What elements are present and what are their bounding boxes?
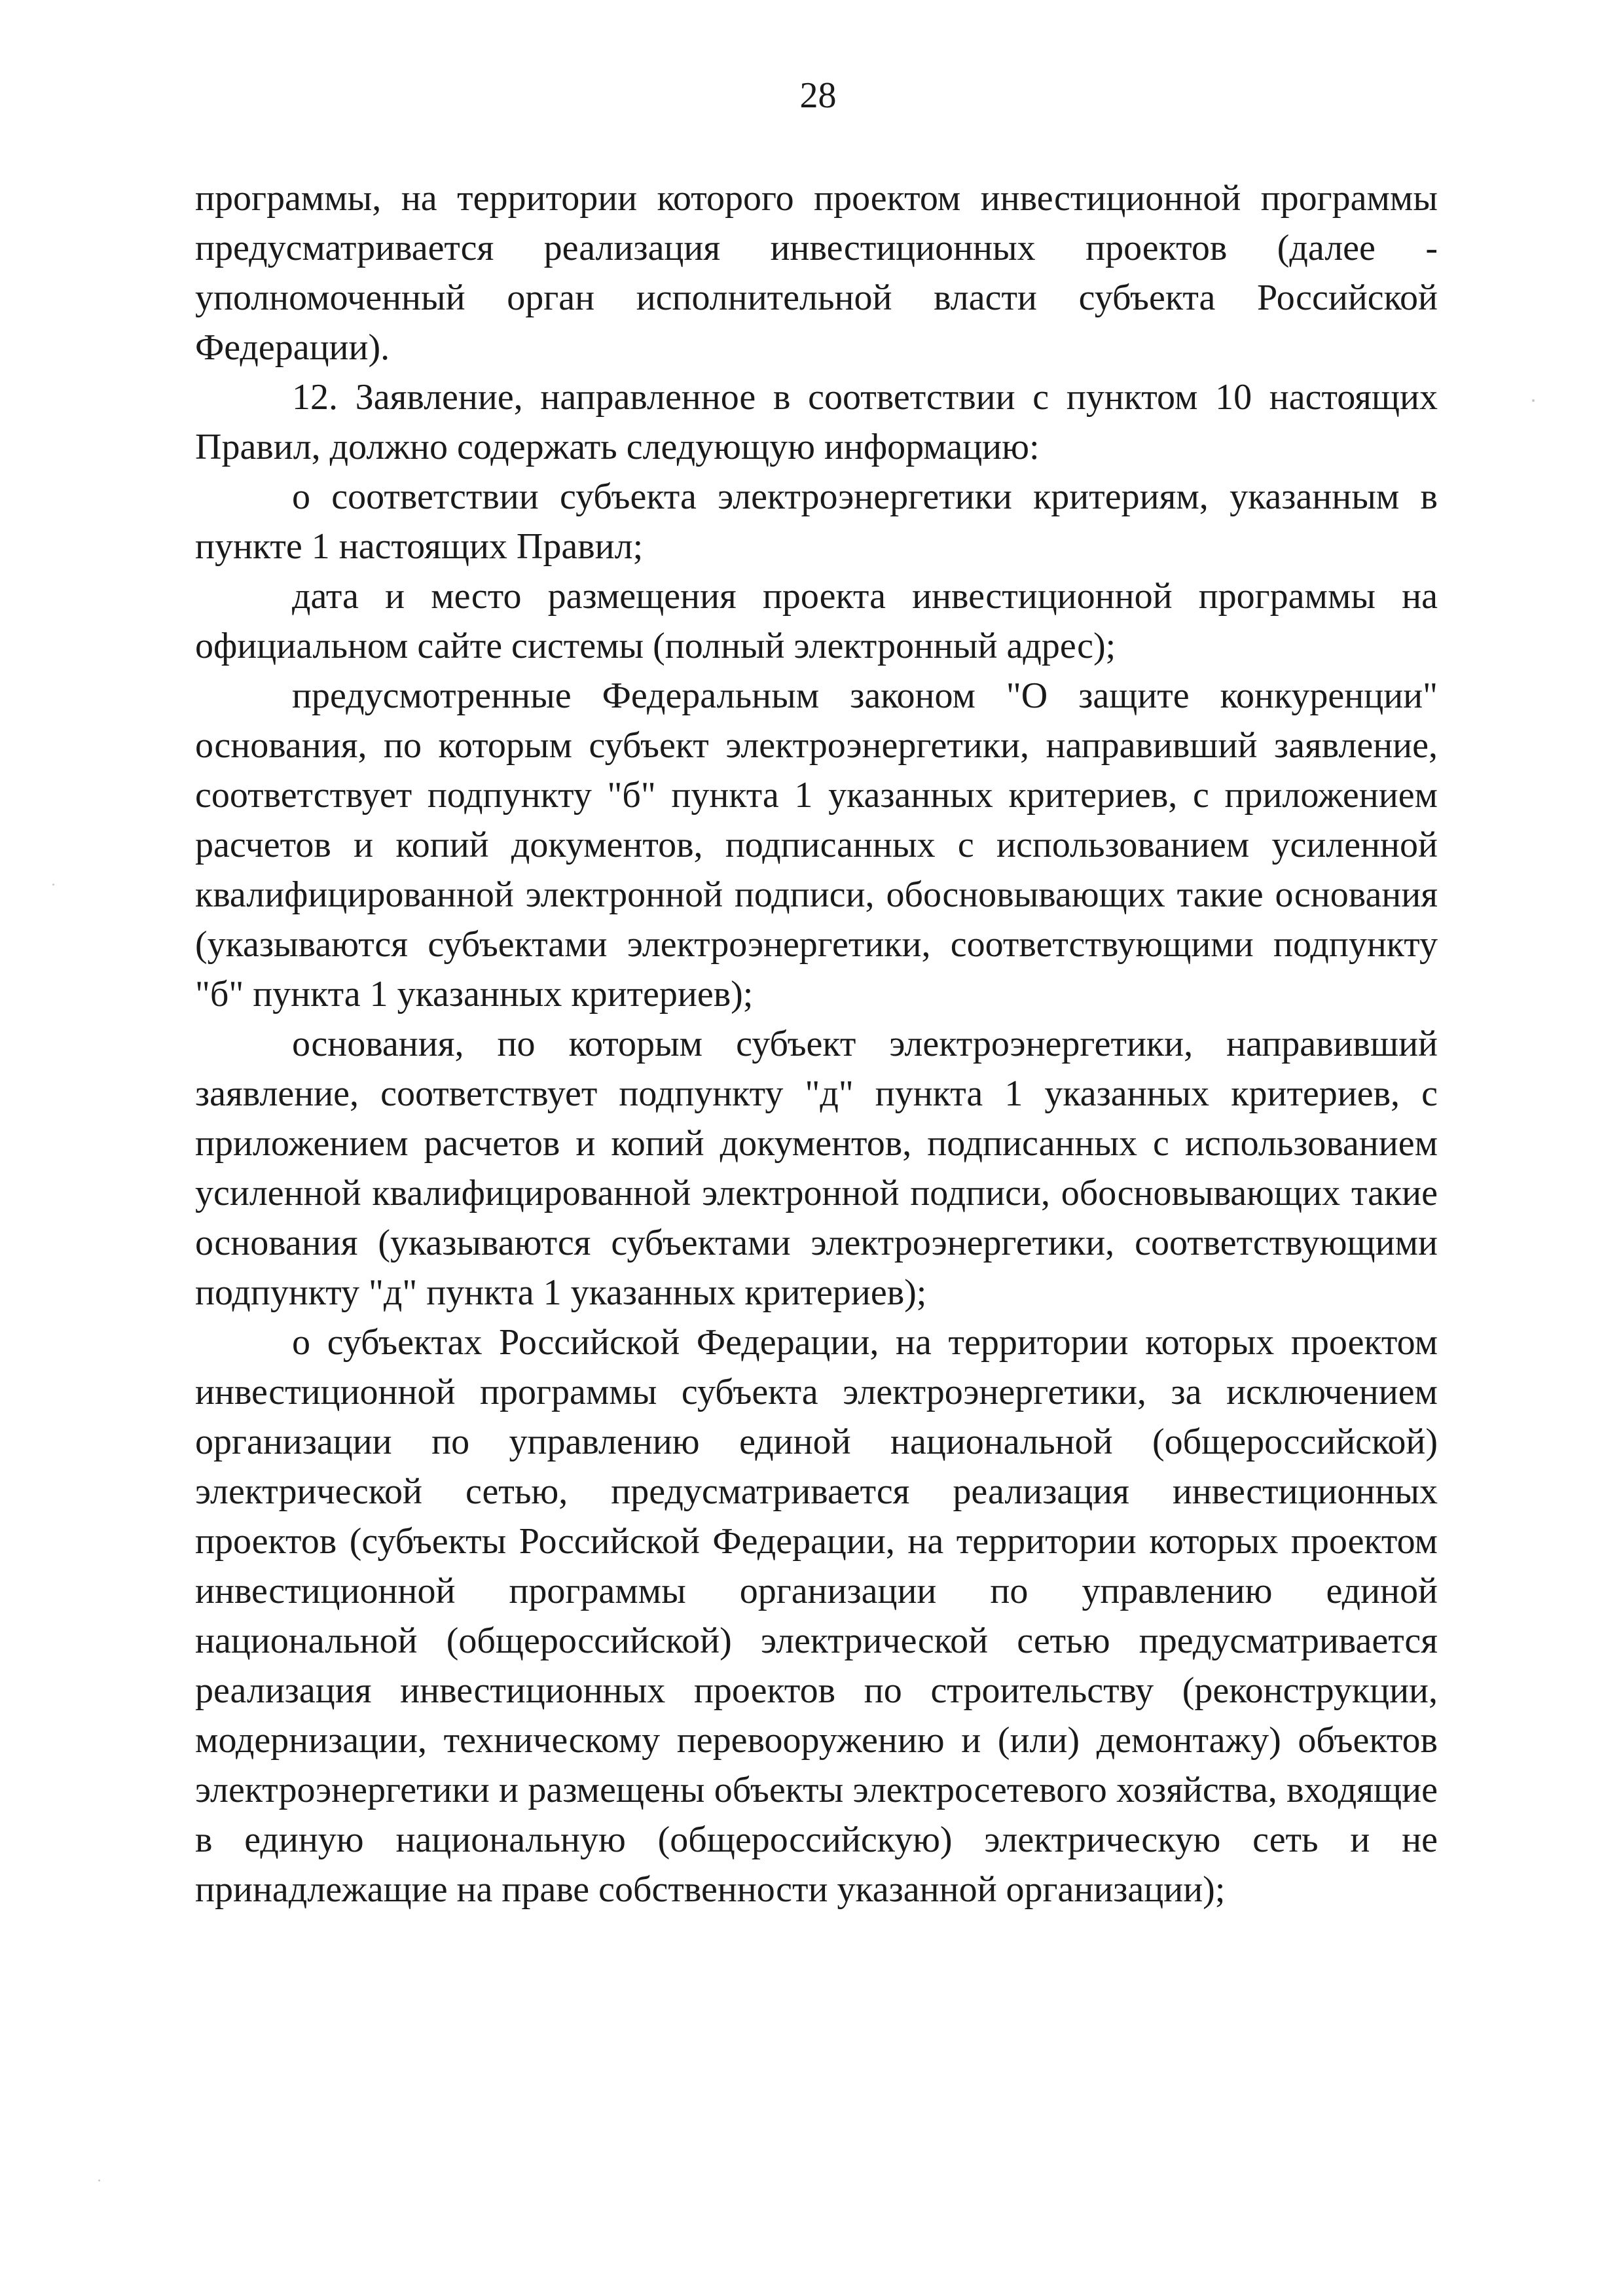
paragraph-federation-subjects: о субъектах Российской Федерации, на территории которых проектом инвестиционной программы субъекта электроэнергетики, за исключением организации по управлению единой национальной (общероссийской) электрической сетью, предусматривается реализация инвестиционных проектов (субъекты Российской Федерации, на территории которых проектом инвестиционной программы организации по управлению единой национальной (общероссийской) электрической сетью предусматривается реализация инвестиционных проектов по строительству (реконструкции, модернизации, техническому перевооружению и (или) демонтажу) объектов электроэнергетики и размещены объекты электросетевого хозяйства, входящие в единую национальную (общероссийскую) электрическую сеть и не принадлежащие на праве собственности указанной организации); [195, 1322, 1438, 1910]
paragraph-criteria-compliance: о соответствии субъекта электроэнергетики критериям, указанным в пункте 1 настоящих Правил; [195, 476, 1438, 567]
scan-speck [1532, 399, 1535, 402]
paragraph-grounds-subitem-d: основания, по которым субъект электроэнергетики, направивший заявление, соответствует подпункту "д" пункта 1 указанных критериев, с приложением расчетов и копий документов, подписанных с использованием усиленной квалифицированной электронной подписи, обосновывающих такие основания (указываются субъектами электроэнергетики, соответствующими подпункту "д" пункта 1 указанных критериев); [195, 1024, 1438, 1313]
paragraph-item-12: 12. Заявление, направленное в соответствии с пунктом 10 настоящих Правил, должно содержать следующую информацию: [195, 377, 1438, 467]
scan-speck [52, 884, 54, 886]
paragraph-grounds-subitem-b: предусмотренные Федеральным законом "О защите конкуренции" основания, по которым субъект электроэнергетики, направивший заявление, соответствует подпункту "б" пункта 1 указанных критериев, с приложением расчетов и копий документов, подписанных с использованием усиленной квалифицированной электронной подписи, обосновывающих такие основания (указываются субъектами электроэнергетики, соответствующими подпункту "б" пункта 1 указанных критериев); [195, 675, 1438, 1014]
paragraph-continuation: программы, на территории которого проектом инвестиционной программы предусматривается реализация инвестиционных проектов (далее - уполномоченный орган исполнительной власти субъекта Российской Федерации). [195, 178, 1438, 368]
page-number: 28 [799, 75, 837, 116]
scan-speck [98, 2179, 100, 2181]
document-body [195, 173, 1438, 1914]
paragraph-publication-date-place: дата и место размещения проекта инвестиционной программы на официальном сайте системы (полный электронный адрес); [195, 576, 1438, 666]
